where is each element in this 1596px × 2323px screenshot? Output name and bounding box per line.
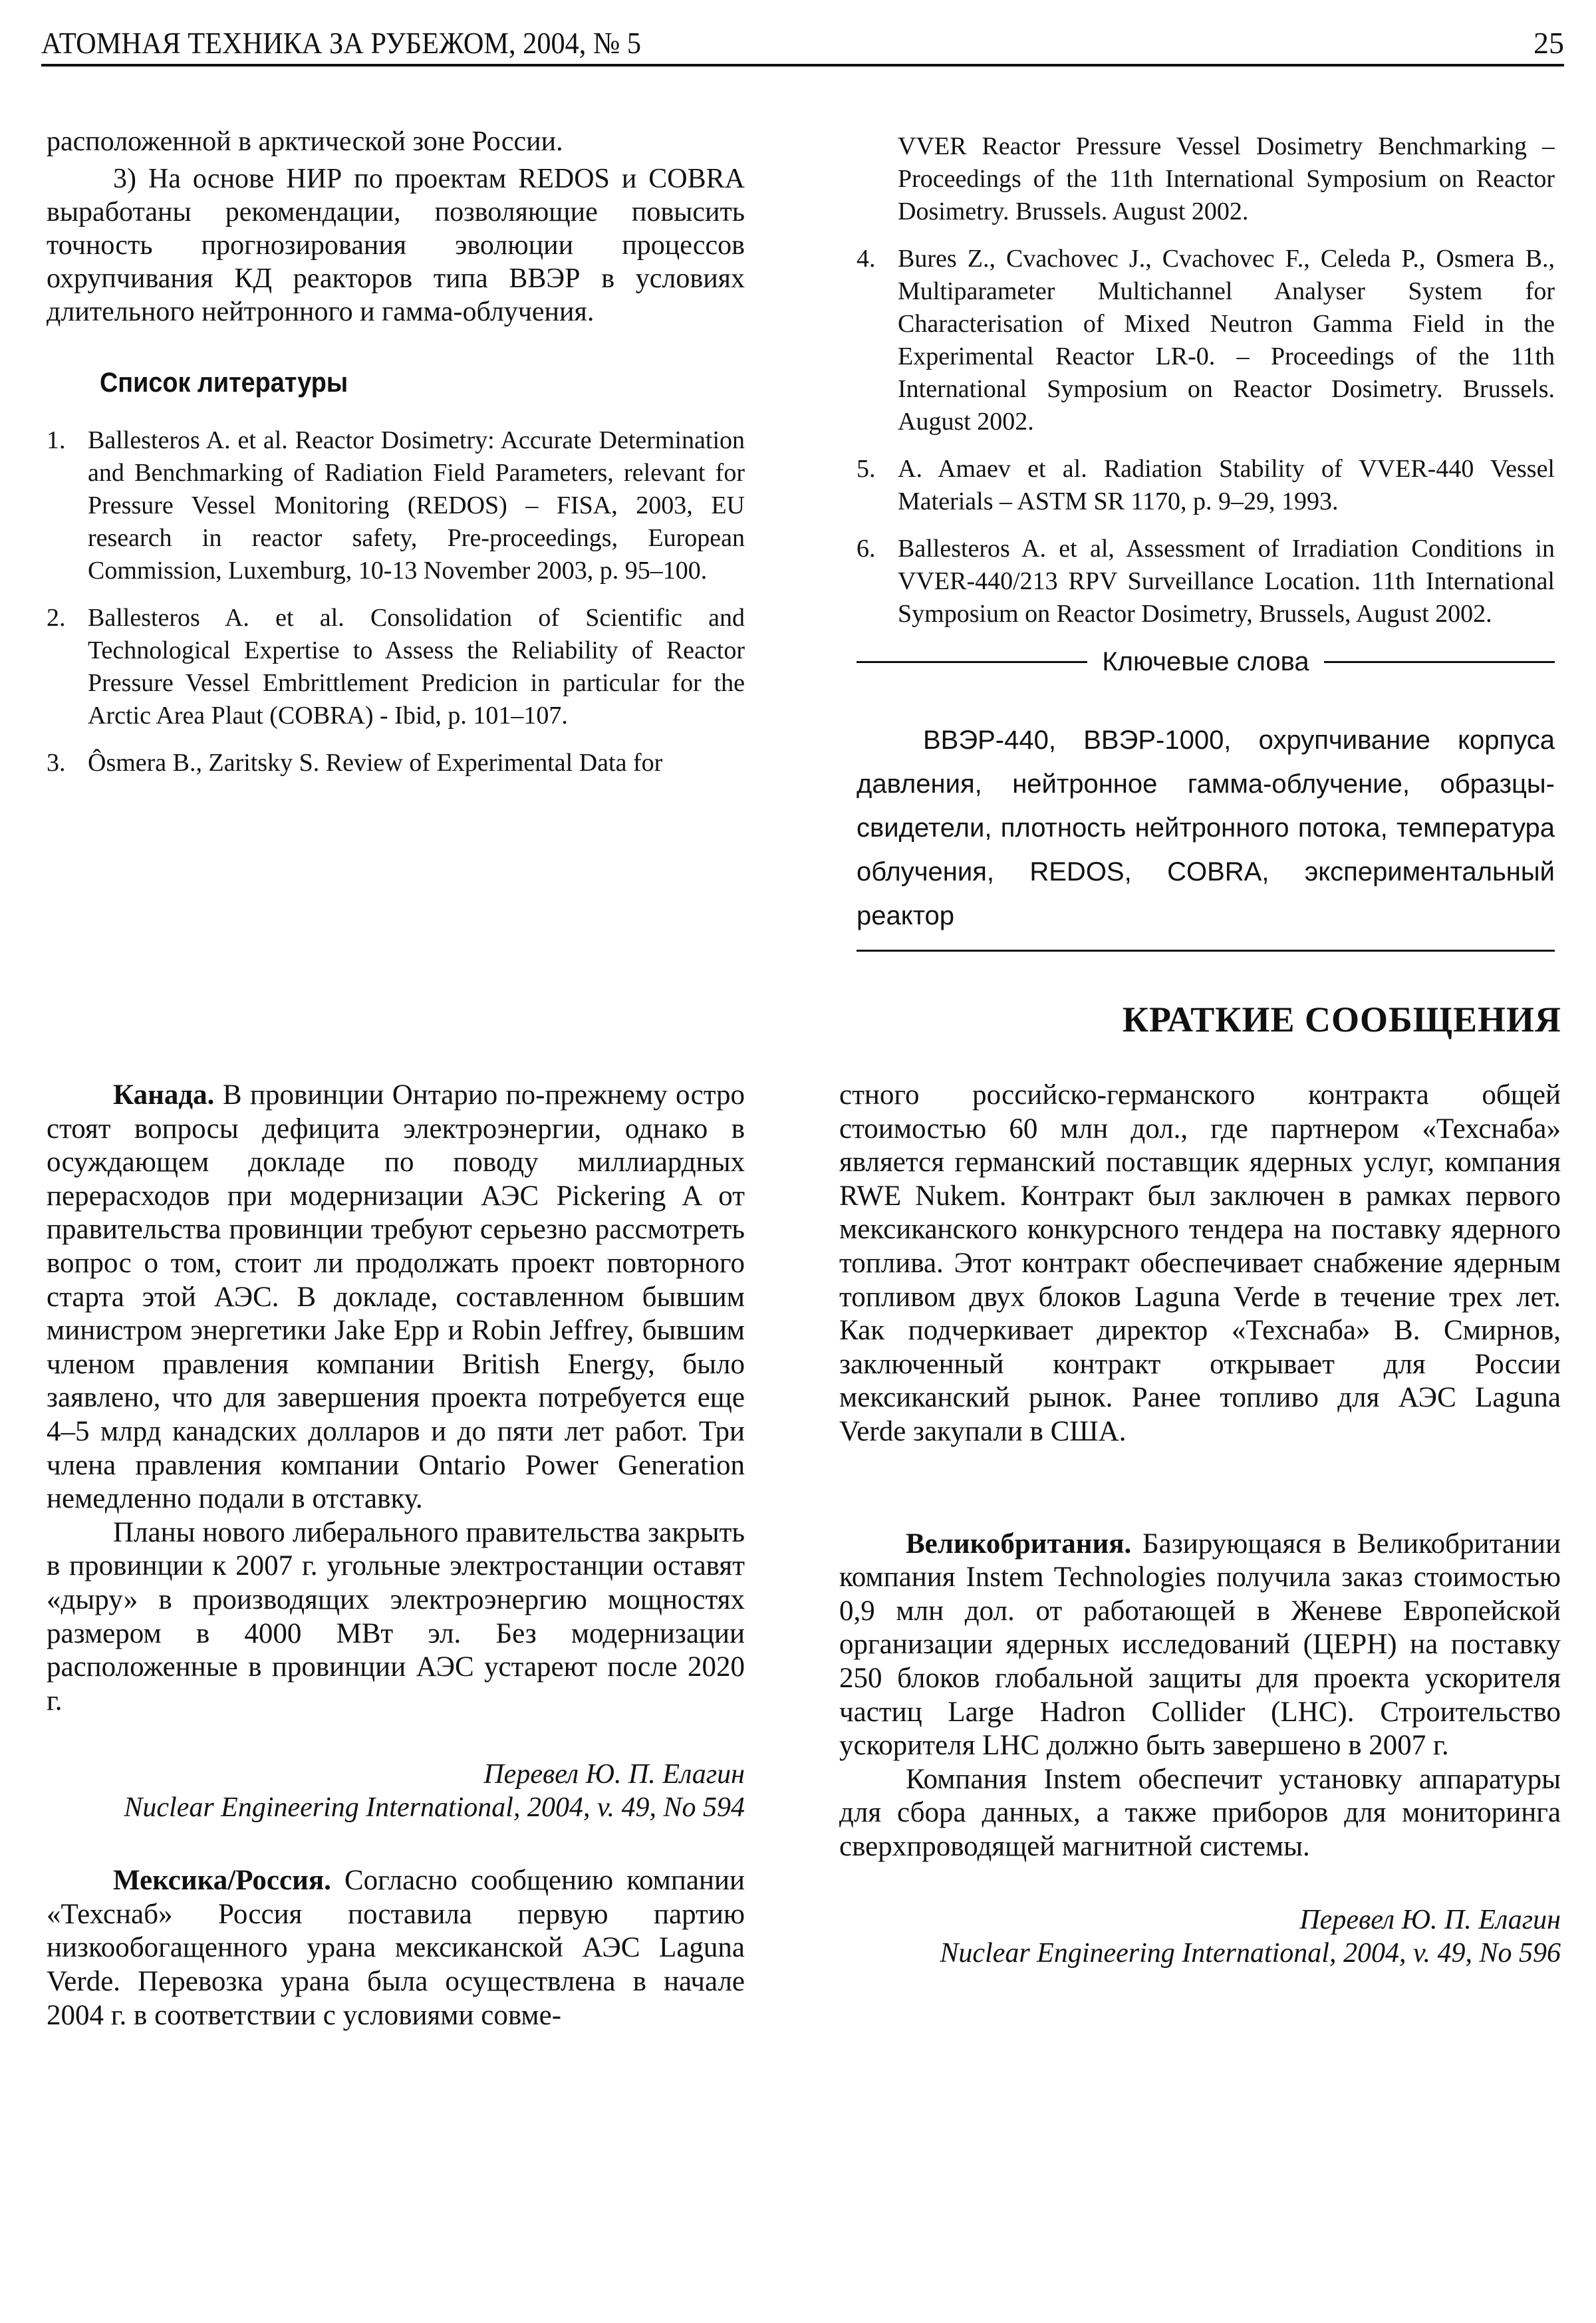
translator-credit: Перевел Ю. П. Елагин [483,1759,745,1790]
reference-item [47,747,745,779]
reference-text: Bures Z., Cvachovec J., Cvachovec F., Celeda P., Osmera B., Multiparameter Multichannel Analyser System for Characterisation of Mixed Neutron Gamma Field in the Experimental Reactor LR-0. – Proceedings of the 11th International Symposium on Reactor Dosimetry. Brussels. August 2002. [898,245,1555,436]
source-citation: Nuclear Engineering International, 2004, v. 49, No 594 [124,1792,745,1824]
reference-text: Ôsmera B., Zaritsky S. Review of Experimental Data for [88,749,663,777]
reference-text: Ballesteros A. et al. Reactor Dosimetry: Accurate Determination and Benchmarking of Radiation Field Parameters, relevant for Pressure Vessel Monitoring (REDOS) – FISA, 2003, EU research in reactor safety, Pre-proceedings, European Commission, Luxemburg, 10-13 November 2003, p. 95–100. [88,426,745,585]
article-end-right-column [857,130,1555,952]
news-text: Согласно сообщению компании «Техснаб» Россия поставила первую партию низкообогащенного урана мексиканской АЭС Laguna Verde. Перевозка урана была осуществлена в начале 2004 г. в соответствии с условиями совме- [47,1865,745,2031]
paragraph-conclusion-3: 3) На основе НИР по проектам REDOS и COBRA выработаны рекомендации, позволяющие повысить точность прогнозирования эволюции процессов охрупчивания КД реакторов типа ВВЭР в условиях длительного нейтронного и гамма-облучения. [47,164,745,327]
reference-number: 2. [47,604,66,632]
reference-item [857,453,1555,518]
news-lead-mexico-russia: Мексика/Россия. [113,1865,331,1897]
keywords-bottom-rule [857,950,1555,952]
reference-number: 5. [857,455,876,483]
news-text-continued: стного российско-германского контракта общей стоимостью 60 млн дол., где партнером «Техснаба» является германский поставщик ядерных услуг, компания RWE Nukem. Контракт был заключен в рамках первого мексиканского конкурсного тендера на поставку ядерного топлива. Этот контракт обеспечивает снабжение ядерным топливом двух блоков Laguna Verde в течение трех лет. Как подчеркивает директор «Техснаба» В. Смирнов, заключенный контракт открывает для России мексиканский рынок. Ранее топливо для АЭС Laguna Verde закупали в США. [839,1079,1561,1447]
references-list [47,424,745,779]
section-title: КРАТКИЕ СООБЩЕНИЯ [1122,1000,1561,1039]
news-item-uk [839,1528,1561,1763]
article-end-left-column [47,125,745,794]
keywords-text: ВВЭР-440, ВВЭР-1000, охрупчивание корпуса давления, нейтронное гамма-облучение, образцы-свидетели, плотность нейтронного потока, температура облучения, REDOS, COBRA, экспериментальный реактор [857,726,1555,930]
reference-number: 6. [857,535,876,563]
keywords-rule-left [857,661,1087,663]
reference-item [47,424,745,587]
reference-text: Ballesteros A. et al. Consolidation of Scientific and Technological Expertise to Assess the Reliability of Reactor Pressure Vessel Embrittlement Predicion in particular for the Arctic Area Plaut (COBRA) - Ibid, p. 101–107. [88,604,745,730]
reference-text: A. Amaev et al. Radiation Stability of VVER-440 Vessel Materials – ASTM SR 1170, p. 9–29, 1993. [898,455,1555,515]
running-header [41,20,1564,67]
keywords-heading [857,645,1555,678]
keywords-rule-right [1324,661,1555,663]
news-left-column [47,1079,745,2032]
news-lead-uk: Великобритания. [906,1528,1132,1560]
page-number: 25 [1533,26,1564,60]
news-paragraph: Планы нового либерального правительства закрыть в провинции к 2007 г. угольные электростанции оставят «дыру» в производящих электроэнергию мощностях размером в 4000 МВт эл. Без модернизации расположенные в провинции АЭС устареют после 2020 г. [47,1516,745,1716]
news-text: В провинции Онтарио по-прежнему остро стоят вопросы дефицита электроэнергии, однако в осуждающем докладе по поводу миллиардных перерасходов при модернизации АЭС Pickering A от правительства провинции требуют серьезно рассмотреть вопрос о том, стоит ли продолжать проект повторного старта этой АЭС. В докладе, составленном бывшим министром энергетики Jake Epp и Robin Jeffrey, бывшим членом правления компании British Energy, было заявлено, что для завершения проекта потребуется еще 4–5 млрд канадских долларов и до пяти лет работ. Три члена правления компании Ontario Power Generation немедленно подали в отставку. [47,1079,745,1515]
reference-number: 4. [857,245,876,273]
reference-number: 3. [47,749,66,777]
reference-item [857,533,1555,630]
news-item-mexico-russia [47,1864,745,2032]
reference-number: 1. [47,426,66,454]
journal-title: АТОМНАЯ ТЕХНИКА ЗА РУБЕЖОМ, 2004, № 5 [41,26,642,60]
news-text: Базирующаяся в Великобритании компания Instem Technologies получила заказ стоимостью 0,9 млн дол. от работающей в Женеве Европейской организации ядерных исследований (ЦЕРН) на поставку 250 блоков глобальной защиты для проекта ускорителя частиц Large Hadron Collider (LHC). Строительство ускорителя LHC должно быть завершено в 2007 г. [839,1528,1561,1762]
reference-item [47,602,745,732]
header-rule [41,64,1564,67]
reference-text: VVER Reactor Pressure Vessel Dosimetry Benchmarking – Proceedings of the 11th International Symposium on Reactor Dosimetry. Brussels. August 2002. [898,132,1555,225]
news-lead-canada: Канада. [113,1079,215,1111]
reference-text: Ballesteros A. et al, Assessment of Irradiation Conditions in VVER-440/213 RPV Surveillance Location. 11th International Symposium on Reactor Dosimetry, Brussels, August 2002. [898,535,1555,628]
references-heading: Список литературы [100,366,348,398]
references-list-continued [857,130,1555,630]
news-item-canada [47,1079,745,1516]
reference-item [857,243,1555,438]
news-paragraph: Компания Instem обеспечит установку аппаратуры для сбора данных, а также приборов для мониторинга сверхпроводящей магнитной системы. [839,1763,1561,1862]
paragraph-continuation: расположенной в арктической зоне России. [47,126,563,157]
reference-item-continued [857,130,1555,228]
news-right-column [839,1079,1561,1970]
translator-credit: Перевел Ю. П. Елагин [1299,1905,1561,1936]
keywords-heading-text: Ключевые слова [1102,647,1309,676]
source-citation: Nuclear Engineering International, 2004, v. 49, No 596 [940,1938,1561,1969]
